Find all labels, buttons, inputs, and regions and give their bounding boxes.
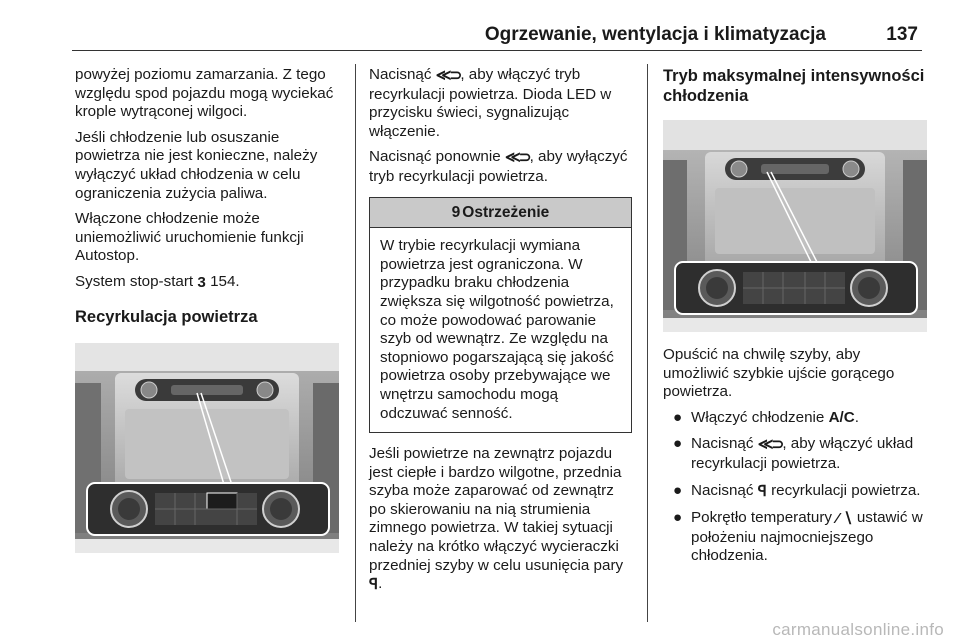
windscreen-wiper-icon: ꟼ — [757, 482, 767, 500]
list-item — [663, 509, 927, 566]
paragraph — [369, 66, 632, 141]
list-text: Włączyć chłodzenie — [691, 408, 829, 426]
column-3 — [663, 66, 927, 574]
bullet-list — [663, 409, 927, 566]
list-text: , aby włączyć układ recyrkulacji powietrza. — [691, 435, 914, 472]
list-item — [663, 482, 927, 502]
column-2 — [369, 66, 632, 602]
warning-title: Ostrzeżenie — [462, 203, 550, 221]
list-text: Nacisnąć — [691, 435, 754, 453]
page-reference-link[interactable]: 154. — [210, 272, 240, 290]
paragraph-text: . — [378, 575, 383, 593]
paragraph: Włączone chłodzenie może uniemożliwić uruchomienie funkcji Autostop. — [75, 210, 304, 265]
paragraph-text: Jeśli powietrze na zewnątrz pojazdu jest ciepłe i bardzo wilgotne, przednia szyba może zaparować od zewnątrz po skierowaniu na nią strumienia zimnego powietrza. W takiej sytuacji należy na krótko włączyć wycieraczki przedniej szyby w celu usunięcia pary — [369, 445, 624, 574]
paragraph: Opuścić na chwilę szyby, aby umożliwić szybkie ujście gorącego powietrza. — [663, 346, 895, 401]
warning-icon: 9 — [451, 203, 461, 221]
climate-control-panel-image — [75, 343, 339, 553]
list-text: . — [854, 408, 859, 426]
paragraph-text: Nacisnąć ponownie — [369, 148, 501, 166]
section-heading: Recyrkulacja powietrza — [75, 307, 258, 326]
bullet-icon: ● — [673, 408, 683, 426]
page-header — [72, 0, 922, 51]
temperature-knob-icon: ⁄ ∖ — [836, 510, 853, 528]
ac-label: A/C — [828, 408, 855, 426]
recirculation-icon: ≪⊃ — [435, 67, 461, 84]
list-item — [663, 409, 927, 428]
list-text: Nacisnąć — [691, 481, 754, 499]
climate-control-panel-image — [663, 120, 927, 332]
page-reference-arrow-icon: 3 — [197, 273, 206, 291]
paragraph-text: Nacisnąć — [369, 66, 432, 83]
header-title: Ogrzewanie, wentylacja i klimatyzacja — [484, 24, 826, 45]
column-divider — [355, 64, 356, 622]
warning-header — [370, 198, 631, 229]
paragraph: Jeśli chłodzenie lub osuszanie powietrza nie jest konieczne, należy wyłączyć układ chłodzenia w celu ograniczenia zużycia paliwa. — [75, 128, 318, 202]
list-text: Pokrętło temperatury — [691, 509, 837, 527]
watermark: carmanualsonline.info — [772, 620, 944, 639]
section-heading: Tryb maksymalnej intensywności chłodzenia — [663, 67, 925, 105]
bullet-icon: ● — [673, 481, 683, 499]
paragraph: powyżej poziomu zamarzania. Z tego względu spod pojazdu mogą wyciekać krople wytrąconej wilgoci. — [75, 66, 334, 121]
dashboard-photo-illustration — [75, 343, 339, 553]
warning-body: W trybie recyrkulacji wymiana powietrza jest ograniczona. W przypadku braku chłodzenia zwiększa się wilgotność powietrza, co może powodować parowanie szyb od wewnątrz. Ze względu na stopniowo pogarszającą się jakość powietrza osoby przebywające we wnętrzu samochodu mogą odczuwać senność. — [380, 237, 614, 422]
list-text: recyrkulacji powietrza. — [766, 481, 921, 499]
column-1 — [75, 66, 347, 553]
page-number: 137 — [886, 24, 918, 45]
dashboard-photo-illustration — [663, 120, 927, 332]
paragraph — [75, 273, 347, 293]
list-item — [663, 435, 927, 473]
recirculation-icon: ≪⊃ — [757, 436, 783, 454]
paragraph-text: , aby włączyć tryb recyrkulacji powietrza. Dioda LED w przycisku świeci, sygnalizując włączenie. — [369, 66, 612, 140]
bullet-icon: ● — [673, 509, 683, 527]
warning-box — [369, 197, 632, 434]
bullet-icon: ● — [673, 435, 683, 453]
paragraph-text: System stop-start — [75, 272, 194, 290]
recirculation-icon: ≪⊃ — [504, 149, 530, 167]
paragraph — [369, 148, 632, 186]
list-text: ustawić w położeniu najmocniejszego chłodzenia. — [691, 509, 923, 565]
paragraph-text: , aby wyłączyć tryb recyrkulacji powietrza. — [369, 148, 628, 185]
column-divider — [647, 64, 648, 622]
paragraph — [369, 445, 632, 595]
windscreen-wiper-icon: ꟼ — [369, 576, 379, 594]
